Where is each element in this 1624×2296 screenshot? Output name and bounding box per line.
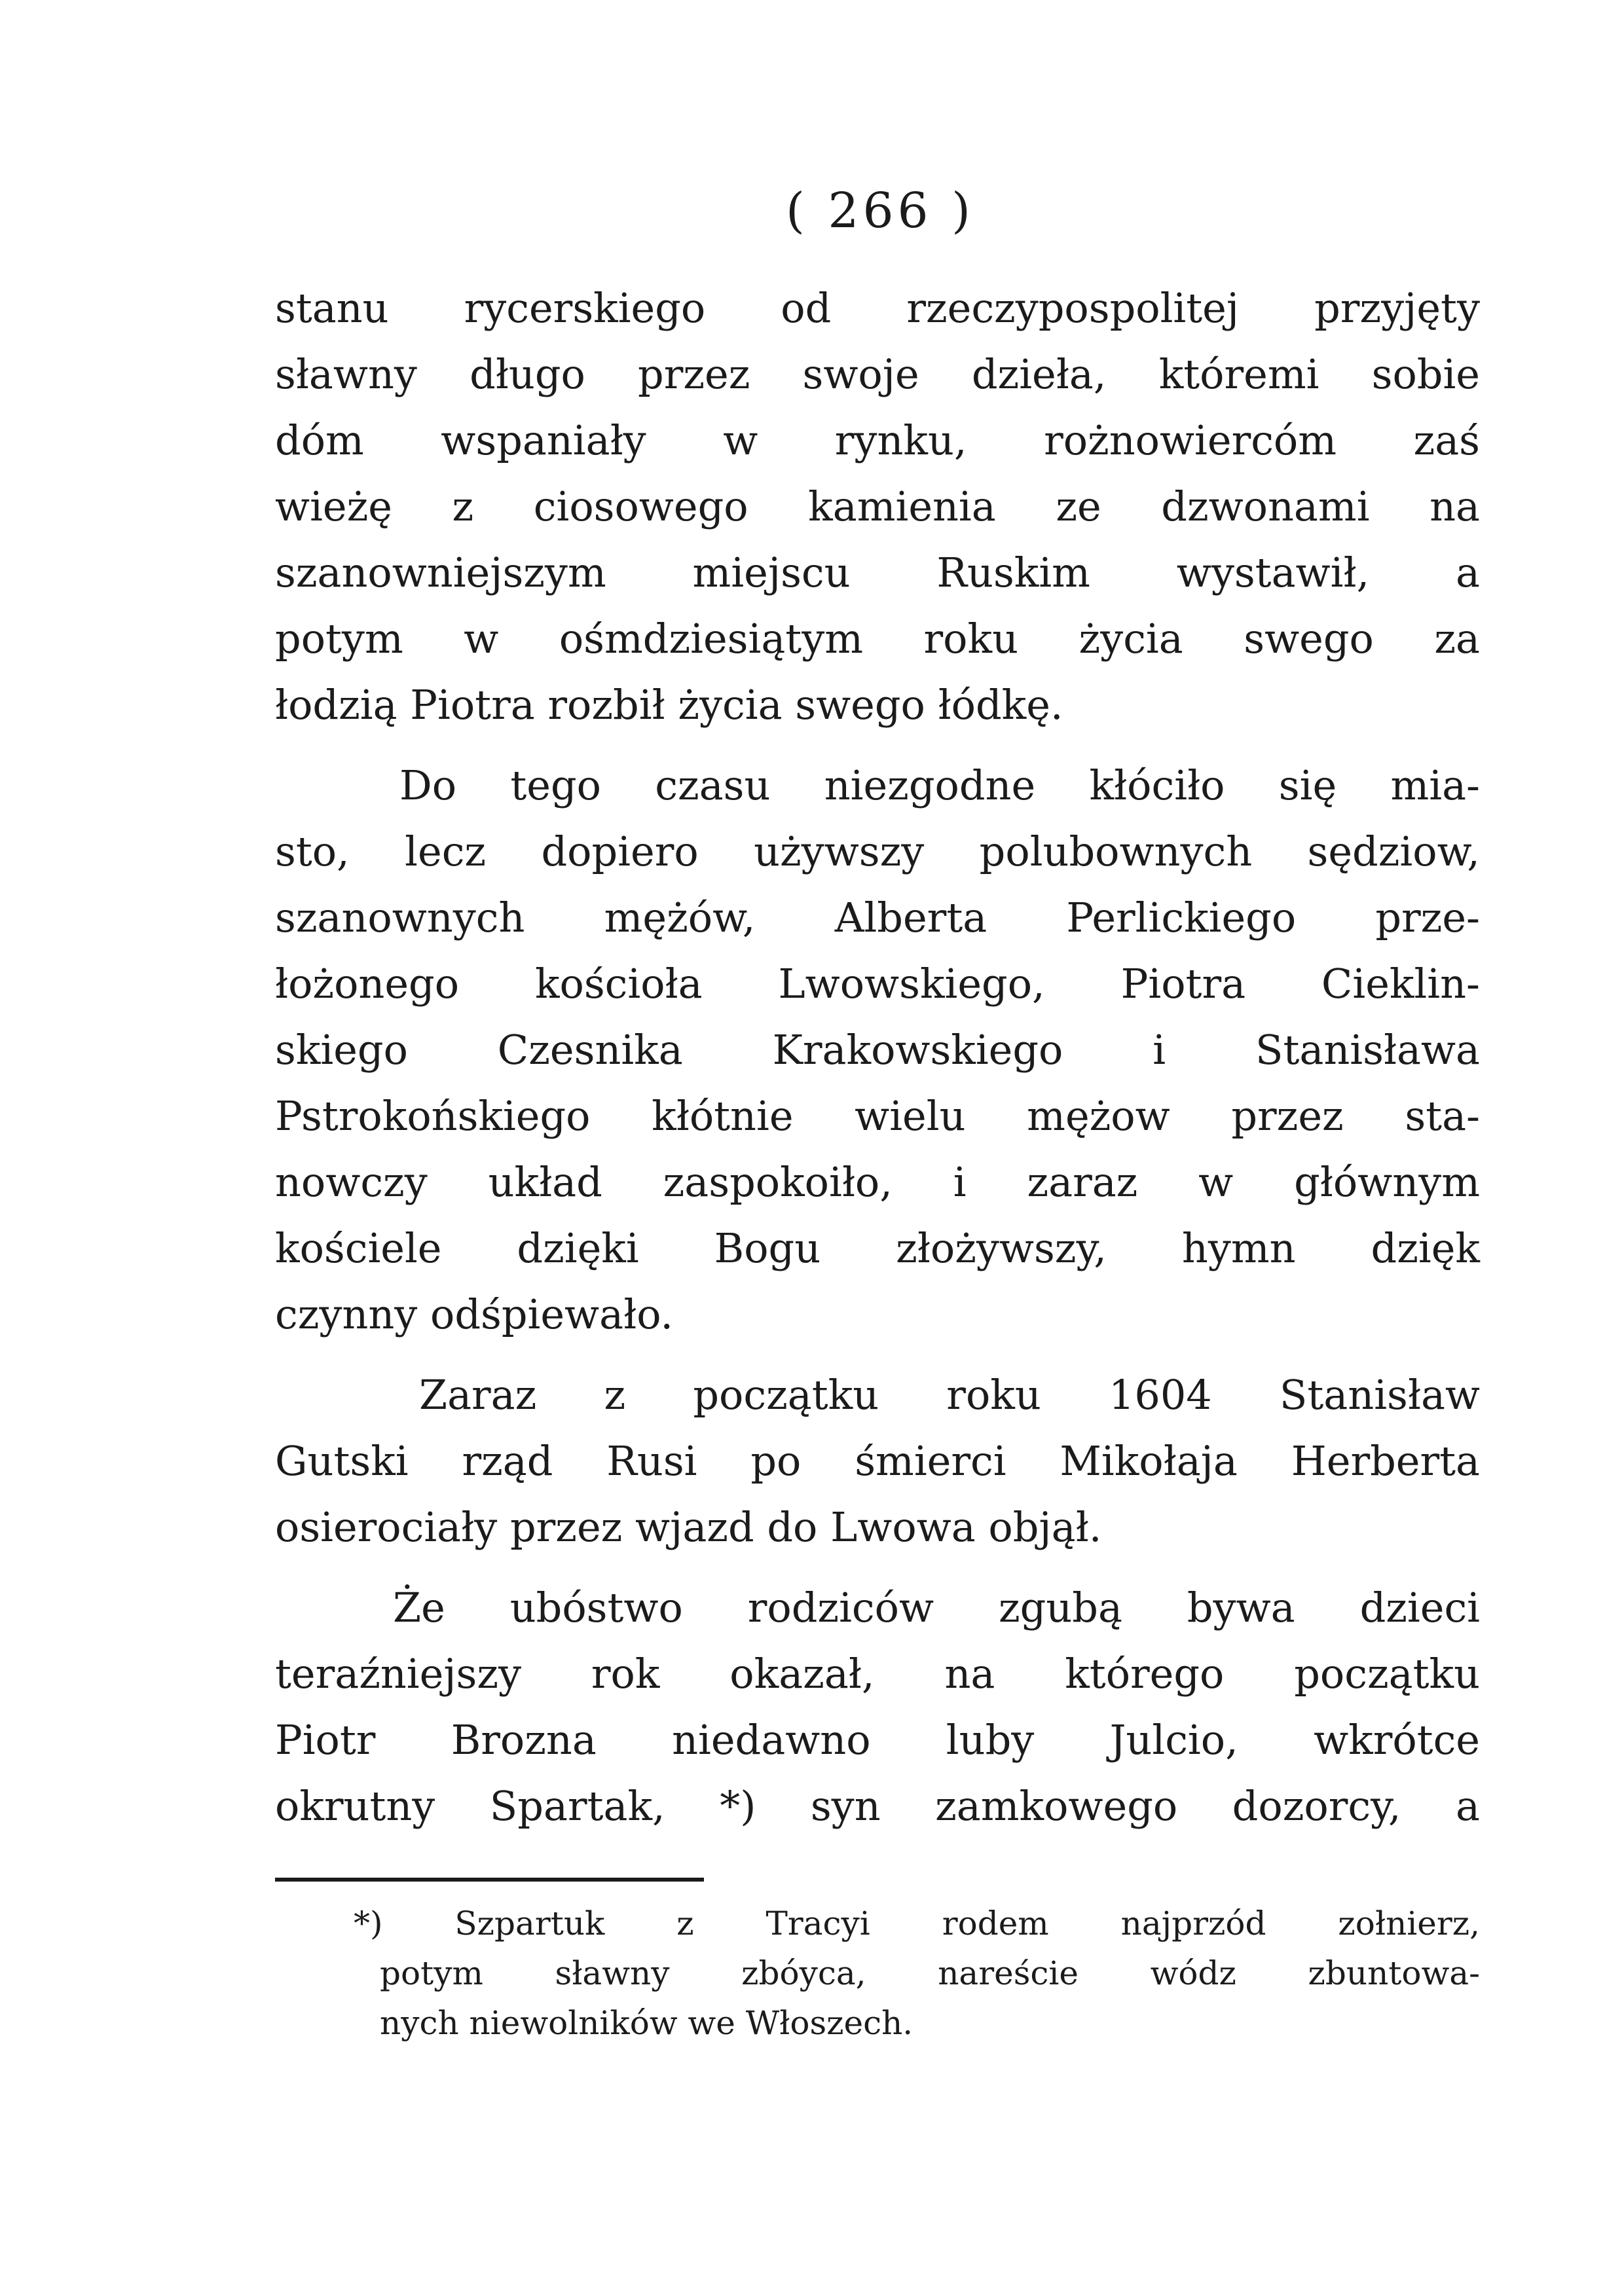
- paragraph-4: [275, 1575, 1480, 1839]
- text-line: potym w ośmdziesiątym roku życia swego za: [275, 615, 1480, 663]
- text-line: sto, lecz dopiero używszy polubownych sędziow,: [275, 828, 1480, 875]
- paragraph-1: [275, 275, 1480, 738]
- text-line: Że ubóstwo rodziców zgubą bywa dzieci: [393, 1584, 1480, 1631]
- text-line: wieżę z ciosowego kamienia ze dzwonami na: [275, 483, 1480, 530]
- text-line: szanowniejszym miejscu Ruskim wystawił, a: [275, 549, 1480, 596]
- text-line: stanu rycerskiego od rzeczypospolitej przyjęty: [275, 284, 1480, 332]
- text-line: osierociały przez wjazd do Lwowa objął.: [275, 1503, 1102, 1551]
- main-text: [275, 275, 1480, 1839]
- footnote: [275, 1899, 1480, 2048]
- page-number: ( 266 ): [786, 183, 975, 239]
- text-line: łożonego kościoła Lwowskiego, Piotra Cieklin-: [275, 960, 1480, 1008]
- paragraph-2: [275, 752, 1480, 1347]
- text-line: łodzią Piotra rozbił życia swego łódkę.: [275, 681, 1063, 729]
- text-line: skiego Czesnika Krakowskiego i Stanisława: [275, 1026, 1480, 1074]
- text-line: sławny długo przez swoje dzieła, któremi sobie: [275, 350, 1480, 398]
- footnote-line: potym sławny zbóyca, nareście wódz zbuntowa-: [380, 1954, 1480, 1992]
- text-line: Piotr Brozna niedawno luby Julcio, wkrótce: [275, 1716, 1480, 1764]
- paragraph-3: [275, 1362, 1480, 1560]
- footnote-line: *) Szpartuk z Tracyi rodem najprzód zołnierz,: [354, 1904, 1480, 1942]
- text-line: dóm wspaniały w rynku, rożnowiercóm zaś: [275, 416, 1480, 464]
- text-line: okrutny Spartak, *) syn zamkowego dozorcy, a: [275, 1782, 1480, 1830]
- text-line: Zaraz z początku roku 1604 Stanisław: [419, 1371, 1480, 1419]
- text-line: szanownych mężów, Alberta Perlickiego prze-: [275, 894, 1480, 941]
- text-line: Gutski rząd Rusi po śmierci Mikołaja Herberta: [275, 1437, 1480, 1485]
- footnote-rule: [275, 1878, 704, 1882]
- text-line: Pstrokońskiego kłótnie wielu mężow przez sta-: [275, 1092, 1480, 1140]
- text-line: Do tego czasu niezgodne kłóciło się mia-: [399, 761, 1480, 809]
- text-line: teraźniejszy rok okazał, na którego początku: [275, 1650, 1480, 1698]
- footnote-line: nych niewolników we Włoszech.: [380, 2004, 913, 2042]
- text-line: czynny odśpiewało.: [275, 1290, 674, 1338]
- text-line: nowczy układ zaspokoiło, i zaraz w głównym: [275, 1158, 1480, 1206]
- text-line: kościele dzięki Bogu złożywszy, hymn dzięk: [275, 1224, 1480, 1272]
